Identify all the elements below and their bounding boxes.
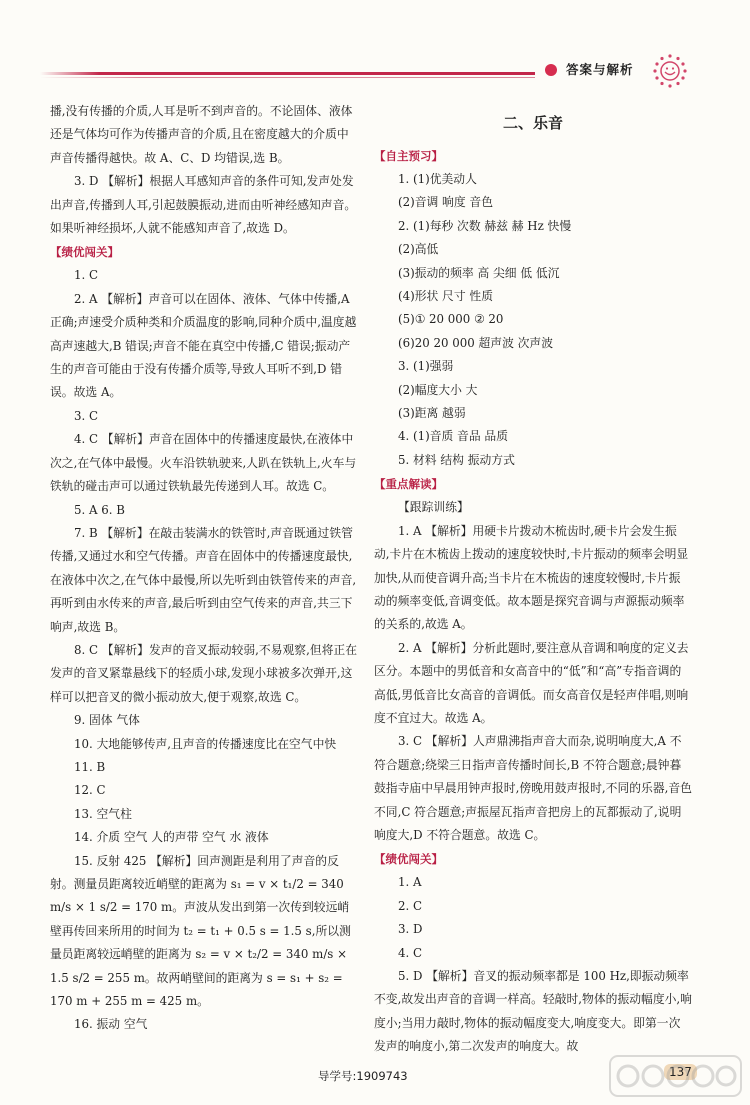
answer-paragraph: 2. A 【解析】声音可以在固体、液体、气体中传播,A 正确;声速受介质种类和介质温度的影响,同种介质中,温度越高声速越大,B 错误;声音不能在真空中传播,C 错误;振动产生的声音可能由于没有传播介质等,导致人耳听不到,D 错误。故选 A。 [50,291,357,400]
right-items [374,144,692,1059]
answer-paragraph: 播,没有传播的介质,人耳是听不到声音的。不论固体、液体还是气体均可作为传播声音的介质,且在密度越大的介质中声音传播得越快。故 A、C、D 均错误,选 B。 [50,104,353,165]
answer-paragraph: 11. B [74,759,106,774]
header-title: 答案与解析 [566,62,634,77]
answer-paragraph: 5. A 6. B [74,502,125,517]
header-dot-icon [545,64,557,76]
answer-paragraph: (4)形状 尺寸 性质 [398,289,493,304]
answer-paragraph: 5. 材料 结构 振动方式 [398,452,515,467]
section-title: 二、乐音 [502,114,563,132]
answer-paragraph: 【跟踪训练】 [398,500,469,515]
sun-logo-icon [652,53,688,89]
answer-paragraph: 12. C [74,783,106,798]
answer-paragraph: 3. C [74,408,99,423]
answer-paragraph: (2)幅度大小 大 [398,382,478,397]
answer-paragraph: 13. 空气柱 [74,806,132,821]
answer-paragraph: (5)① 20 000 ② 20 [398,312,504,327]
answer-paragraph: 3. D 【解析】根据人耳感知声音的条件可知,发声处发出声音,传播到人耳,引起鼓膜振动,进而由听神经感知声音。如果听神经损坏,人就不能感知声音了,故选 D。 [50,174,357,236]
watermark-logo-icon [608,1050,743,1100]
answer-paragraph: 16. 振动 空气 [74,1017,148,1032]
answer-paragraph: 14. 介质 空气 人的声带 空气 水 液体 [74,830,269,845]
answer-paragraph: 9. 固体 气体 [74,713,140,728]
page-number: 137 [664,1064,697,1080]
left-column [50,100,360,1037]
answer-paragraph: 2. A 【解析】分析此题时,要注意从音调和响度的定义去区分。本题中的男低音和女高音中的“低”和“高”专指音调的高低,男低音比女高音的音调低。而女高音仅是轻声伴唱,则响度不宜过大。故选 A。 [374,640,689,725]
answer-paragraph: 10. 大地能够传声,且声音的传播速度比在空气中快 [74,736,337,751]
answer-paragraph: 8. C 【解析】发声的音叉振动较弱,不易观察,但将正在发声的音叉紧靠悬线下的轻质小球,发现小球被多次弹开,这样可以把音叉的微小振动放大,便于观察,故选 C。 [50,642,358,704]
answer-paragraph: 3. C 【解析】人声鼎沸指声音大而杂,说明响度大,A 不符合题意;绕梁三日指声音传播时间长,B 不符合题意;晨钟暮鼓指寺庙中早晨用钟声报时,傍晚用鼓声报时,不同的乐器,音色不同,C 符合题意;声振屋瓦指声音把房上的瓦都振动了,说明响度大,D 不符合题意。故选 C。 [374,734,692,842]
section-tag: 【绩优闯关】 [374,852,443,867]
section-tag: 【绩优闯关】 [50,245,119,260]
right-column [374,100,692,1059]
answer-paragraph: (6)20 20 000 超声波 次声波 [398,335,554,350]
section-tag: 【重点解读】 [374,477,443,492]
answer-paragraph: (2)高低 [398,242,439,257]
answer-paragraph: 2. C [398,898,423,913]
footer-code: 导学号:1909743 [318,1069,408,1083]
header-rule [40,72,535,75]
answer-paragraph: (3)距离 越弱 [398,406,466,421]
answer-paragraph: 4. C 【解析】声音在固体中的传播速度最快,在液体中次之,在气体中最慢。火车沿铁轨驶来,人趴在铁轨上,火车与铁轨的碰击声可以通过铁轨最先传递到人耳。故选 C。 [50,432,357,494]
header-rule-thin [40,77,535,78]
answer-paragraph: 1. (1)优美动人 [398,172,477,186]
answer-paragraph: 4. C [398,945,423,960]
answer-paragraph: 5. D 【解析】音叉的振动频率都是 100 Hz,即振动频率不变,故发出声音的音调一样高。轻敲时,物体的振动幅度小,响度小;当用力敲时,物体的振动幅度变大,响度变大。即第一次发声的响度小,第二次发声的响度大。故 [374,969,692,1054]
answer-paragraph: 7. B 【解析】在敲击装满水的铁管时,声音既通过铁管传播,又通过水和空气传播。声音在固体中的传播速度最快,在液体中次之,在气体中最慢,所以先听到由铁管传来的声音,再听到由水传来的声音,最后听到由空气传来的声音,共三下响声,故选 B。 [50,525,357,634]
answer-paragraph: 3. D [398,922,423,937]
answer-paragraph: 4. (1)音质 音品 品质 [398,429,508,444]
answer-paragraph: 3. (1)强弱 [398,359,454,374]
answer-paragraph: 1. A 【解析】用硬卡片拨动木梳齿时,硬卡片会发生振动,卡片在木梳齿上拨动的速度较快时,卡片振动的频率会明显加快,从而使音调升高;当卡片在木梳齿的速度较慢时,卡片振动的频率变低,音调变低。故本题是探究音调与声源振动频率的关系的,故选 A。 [374,523,689,632]
section-tag: 【自主预习】 [374,149,443,163]
answer-paragraph: 2. (1)每秒 次数 赫兹 赫 Hz 快慢 [398,218,572,233]
answer-paragraph: (3)振动的频率 高 尖细 低 低沉 [398,265,560,280]
answer-paragraph: 1. A [398,875,422,890]
answer-paragraph: 1. C [74,268,99,283]
answer-paragraph: 15. 反射 425 【解析】回声测距是利用了声音的反射。测量员距离较近峭壁的距离为 s₁ = v × t₁/2 = 340 m/s × 1 s/2 = 170 m。声波从发出到第一次传到较远峭壁再传回来所用的时间为 t₂ = t₁ + 0.5 s = 1.5 s,所以测量员距离较远峭壁的距离为 s₂ = v × t₂/2 = 340 m/s × 1.5 s/2 = 255 m。故两峭壁间的距离为 s = s₁ + s₂ = 170 m + 255 m = 425 m。 [50,853,351,1009]
answer-paragraph: (2)音调 响度 音色 [398,195,493,210]
